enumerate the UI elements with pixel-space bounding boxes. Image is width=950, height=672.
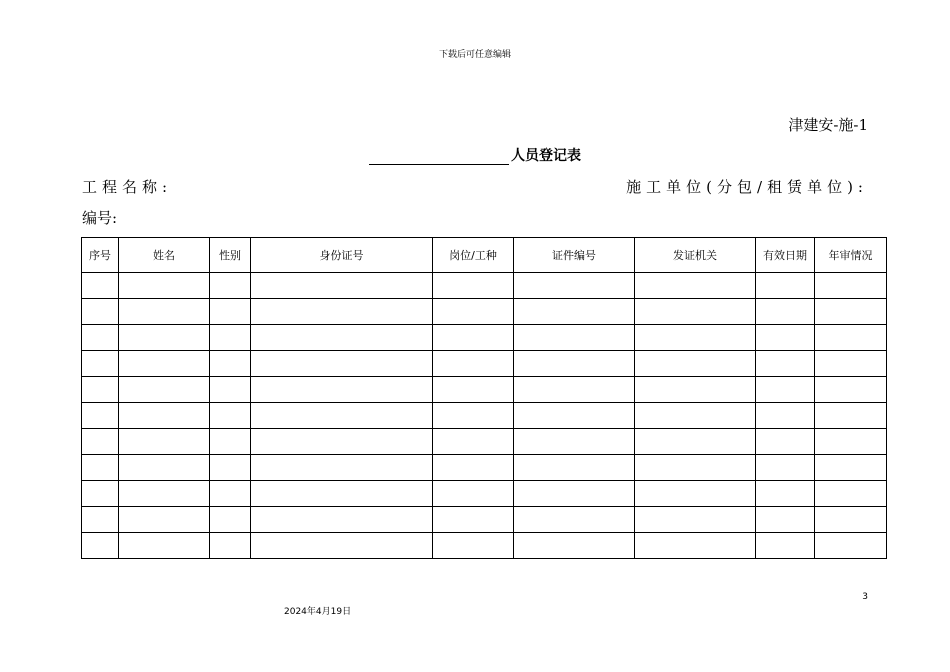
table-cell[interactable] [514,533,635,559]
form-code: 津建安-施-1 [788,116,868,134]
table-cell[interactable] [119,377,210,403]
table-cell[interactable] [82,533,119,559]
table-cell[interactable] [514,403,635,429]
table-cell[interactable] [210,351,251,377]
table-cell[interactable] [82,377,119,403]
table-cell[interactable] [433,377,514,403]
table-body [82,273,887,559]
table-cell[interactable] [433,507,514,533]
table-cell[interactable] [635,455,756,481]
table-cell[interactable] [210,481,251,507]
table-cell[interactable] [251,273,433,299]
table-cell[interactable] [82,481,119,507]
table-cell[interactable] [635,481,756,507]
table-cell[interactable] [433,273,514,299]
column-header: 发证机关 [635,238,756,273]
table-row [82,325,887,351]
table-cell[interactable] [210,377,251,403]
table-cell[interactable] [82,429,119,455]
table-row [82,377,887,403]
column-header: 性别 [210,238,251,273]
table-cell[interactable] [119,351,210,377]
table-cell[interactable] [815,507,887,533]
table-cell[interactable] [119,455,210,481]
construction-unit-label: 施工单位(分包/租赁单位): [626,178,868,196]
table-cell[interactable] [514,481,635,507]
table-cell[interactable] [756,429,815,455]
table-cell[interactable] [82,299,119,325]
table-header-row [82,238,887,273]
table-cell[interactable] [514,351,635,377]
table-row [82,351,887,377]
table-cell[interactable] [514,507,635,533]
form-title: 人员登记表 [511,148,581,164]
table-cell[interactable] [756,507,815,533]
table-cell[interactable] [210,533,251,559]
table-cell[interactable] [251,455,433,481]
table-cell[interactable] [251,533,433,559]
table-cell[interactable] [756,481,815,507]
table-row [82,533,887,559]
table-cell[interactable] [82,273,119,299]
table-cell[interactable] [815,429,887,455]
table-cell[interactable] [514,273,635,299]
table-cell[interactable] [210,455,251,481]
column-header: 身份证号 [251,238,433,273]
table-cell[interactable] [119,429,210,455]
table-cell[interactable] [251,403,433,429]
table-cell[interactable] [815,403,887,429]
column-header: 序号 [82,238,119,273]
page-number: 3 [862,592,868,602]
table-row [82,403,887,429]
table-cell[interactable] [815,351,887,377]
table-cell[interactable] [815,299,887,325]
table-cell[interactable] [635,351,756,377]
serial-number-label: 编号: [82,209,118,227]
table-cell[interactable] [82,325,119,351]
column-header: 年审情况 [815,238,887,273]
table-cell[interactable] [815,377,887,403]
table-cell[interactable] [251,507,433,533]
table-cell[interactable] [251,351,433,377]
table-cell[interactable] [815,481,887,507]
table-cell[interactable] [210,273,251,299]
header-note: 下载后可任意编辑 [438,50,511,60]
table-cell[interactable] [433,299,514,325]
table-cell[interactable] [119,273,210,299]
footer-date: 2024年4月19日 [284,607,352,617]
table-cell[interactable] [210,429,251,455]
table-cell[interactable] [433,533,514,559]
table-cell[interactable] [433,403,514,429]
table-cell[interactable] [251,325,433,351]
table-cell[interactable] [756,403,815,429]
table-cell[interactable] [82,507,119,533]
table-cell[interactable] [251,429,433,455]
column-header: 有效日期 [756,238,815,273]
table-cell[interactable] [514,429,635,455]
table-cell[interactable] [635,533,756,559]
table-cell[interactable] [119,325,210,351]
table-cell[interactable] [82,403,119,429]
table-cell[interactable] [635,377,756,403]
table-cell[interactable] [119,533,210,559]
table-cell[interactable] [433,429,514,455]
table-cell[interactable] [251,481,433,507]
table-cell[interactable] [82,455,119,481]
table-cell[interactable] [635,299,756,325]
title-row [0,145,950,165]
table-row [82,429,887,455]
table-cell[interactable] [119,507,210,533]
table-cell[interactable] [433,351,514,377]
table-row [82,481,887,507]
column-header: 姓名 [119,238,210,273]
table-row [82,273,887,299]
table-cell[interactable] [635,403,756,429]
table-cell[interactable] [815,273,887,299]
table-cell[interactable] [251,377,433,403]
table-cell[interactable] [210,403,251,429]
table-cell[interactable] [756,273,815,299]
column-header: 证件编号 [514,238,635,273]
table-cell[interactable] [119,481,210,507]
table-cell[interactable] [756,351,815,377]
table-cell[interactable] [815,455,887,481]
table-cell[interactable] [635,325,756,351]
table-cell[interactable] [635,429,756,455]
table-cell[interactable] [433,481,514,507]
table-cell[interactable] [251,299,433,325]
table-cell[interactable] [756,299,815,325]
table-cell[interactable] [756,377,815,403]
table-cell[interactable] [635,507,756,533]
table-cell[interactable] [433,455,514,481]
table-cell[interactable] [119,299,210,325]
table-cell[interactable] [210,507,251,533]
table-cell[interactable] [756,533,815,559]
table-cell[interactable] [514,325,635,351]
table-cell[interactable] [514,299,635,325]
table-cell[interactable] [635,273,756,299]
table-cell[interactable] [756,325,815,351]
table-cell[interactable] [514,377,635,403]
table-cell[interactable] [210,325,251,351]
project-name-label: 工程名称: [82,178,173,196]
table-cell[interactable] [119,403,210,429]
table-row [82,299,887,325]
table-cell[interactable] [82,351,119,377]
table-cell[interactable] [433,325,514,351]
table-cell[interactable] [815,325,887,351]
table-cell[interactable] [210,299,251,325]
table-cell[interactable] [514,455,635,481]
title-blank-line[interactable] [369,149,509,165]
table-row [82,455,887,481]
personnel-registration-table [81,237,887,559]
table-row [82,507,887,533]
column-header: 岗位/工种 [433,238,514,273]
table-cell[interactable] [756,455,815,481]
table-cell[interactable] [815,533,887,559]
